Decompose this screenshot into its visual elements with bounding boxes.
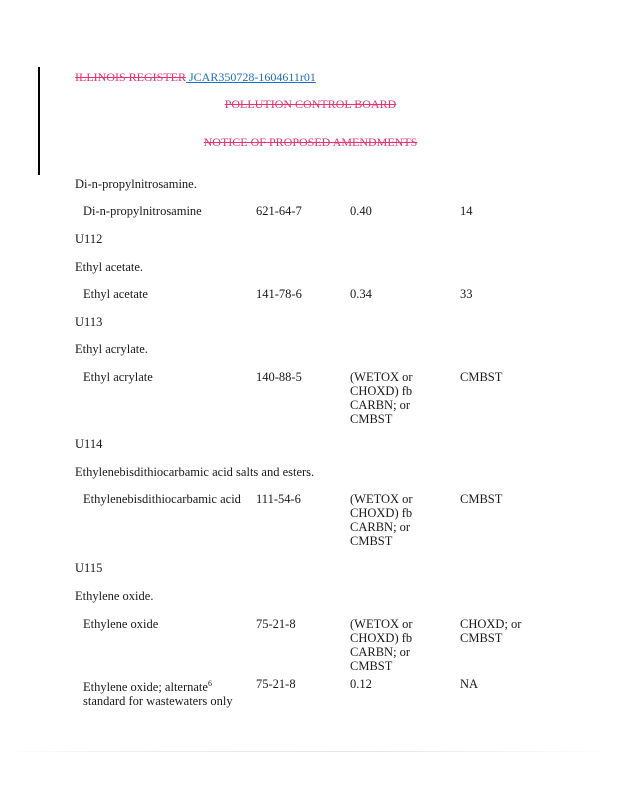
text-line: Ethyl acetate. [75,260,144,274]
row-constituent-name: Ethyl acrylate [83,370,153,384]
text-line: Ethylene oxide. [75,589,154,603]
text-line: U113 [75,315,103,329]
page-bottom-edge [0,751,621,752]
revision-margin-bar [38,67,40,175]
row-nonwastewater-standard: CMBST [460,492,503,506]
register-deleted-text: ILLINOIS REGISTER [75,70,186,84]
text-line: U115 [75,561,103,575]
row-nonwastewater-standard: NA [460,677,479,691]
text-line: Di-n-propylnitrosamine. [75,177,197,191]
row-cas-number: 111-54-6 [256,492,301,506]
notice-title: NOTICE OF PROPOSED AMENDMENTS [203,135,418,149]
row-constituent-name: Di-n-propylnitrosamine [83,204,202,218]
register-inserted-text: JCAR350728-1604611r01 [186,70,316,84]
row-nonwastewater-standard: CMBST [460,370,503,384]
row-nonwastewater-standard: 33 [460,287,473,301]
row-cas-number: 75-21-8 [256,677,296,691]
row-cas-number: 140-88-5 [256,370,302,384]
footnote-ref[interactable]: 6 [207,679,212,688]
row-wastewater-standard: 0.12 [350,677,372,691]
register-header [75,70,316,85]
text-line: Ethyl acrylate. [75,342,148,356]
row-constituent-name: Ethyl acetate [83,287,148,301]
notice-header [0,135,621,150]
row-wastewater-standard: (WETOX or CHOXD) fb CARBN; or CMBST [350,617,413,673]
text-line: U112 [75,232,103,246]
row-cas-number: 621-64-7 [256,204,302,218]
row-nonwastewater-standard: CHOXD; or CMBST [460,617,522,645]
row-cas-number: 75-21-8 [256,617,296,631]
row-constituent-name: Ethylene oxide; alternate$^6$ standard for wastewaters only [83,679,233,709]
row-wastewater-standard: 0.40 [350,204,372,218]
row-cas-number: 141-78-6 [256,287,302,301]
board-title: POLLUTION CONTROL BOARD [224,97,397,111]
board-header [0,97,621,112]
row-constituent-name: Ethylenebisdithiocarbamic acid [83,492,241,506]
row-wastewater-standard: 0.34 [350,287,372,301]
text-line: Ethylenebisdithiocarbamic acid salts and esters. [75,465,315,479]
row-wastewater-standard: (WETOX or CHOXD) fb CARBN; or CMBST [350,492,413,548]
row-constituent-name: Ethylene oxide [83,617,159,631]
row-nonwastewater-standard: 14 [460,204,473,218]
row-wastewater-standard: (WETOX or CHOXD) fb CARBN; or CMBST [350,370,413,426]
text-line: U114 [75,437,103,451]
